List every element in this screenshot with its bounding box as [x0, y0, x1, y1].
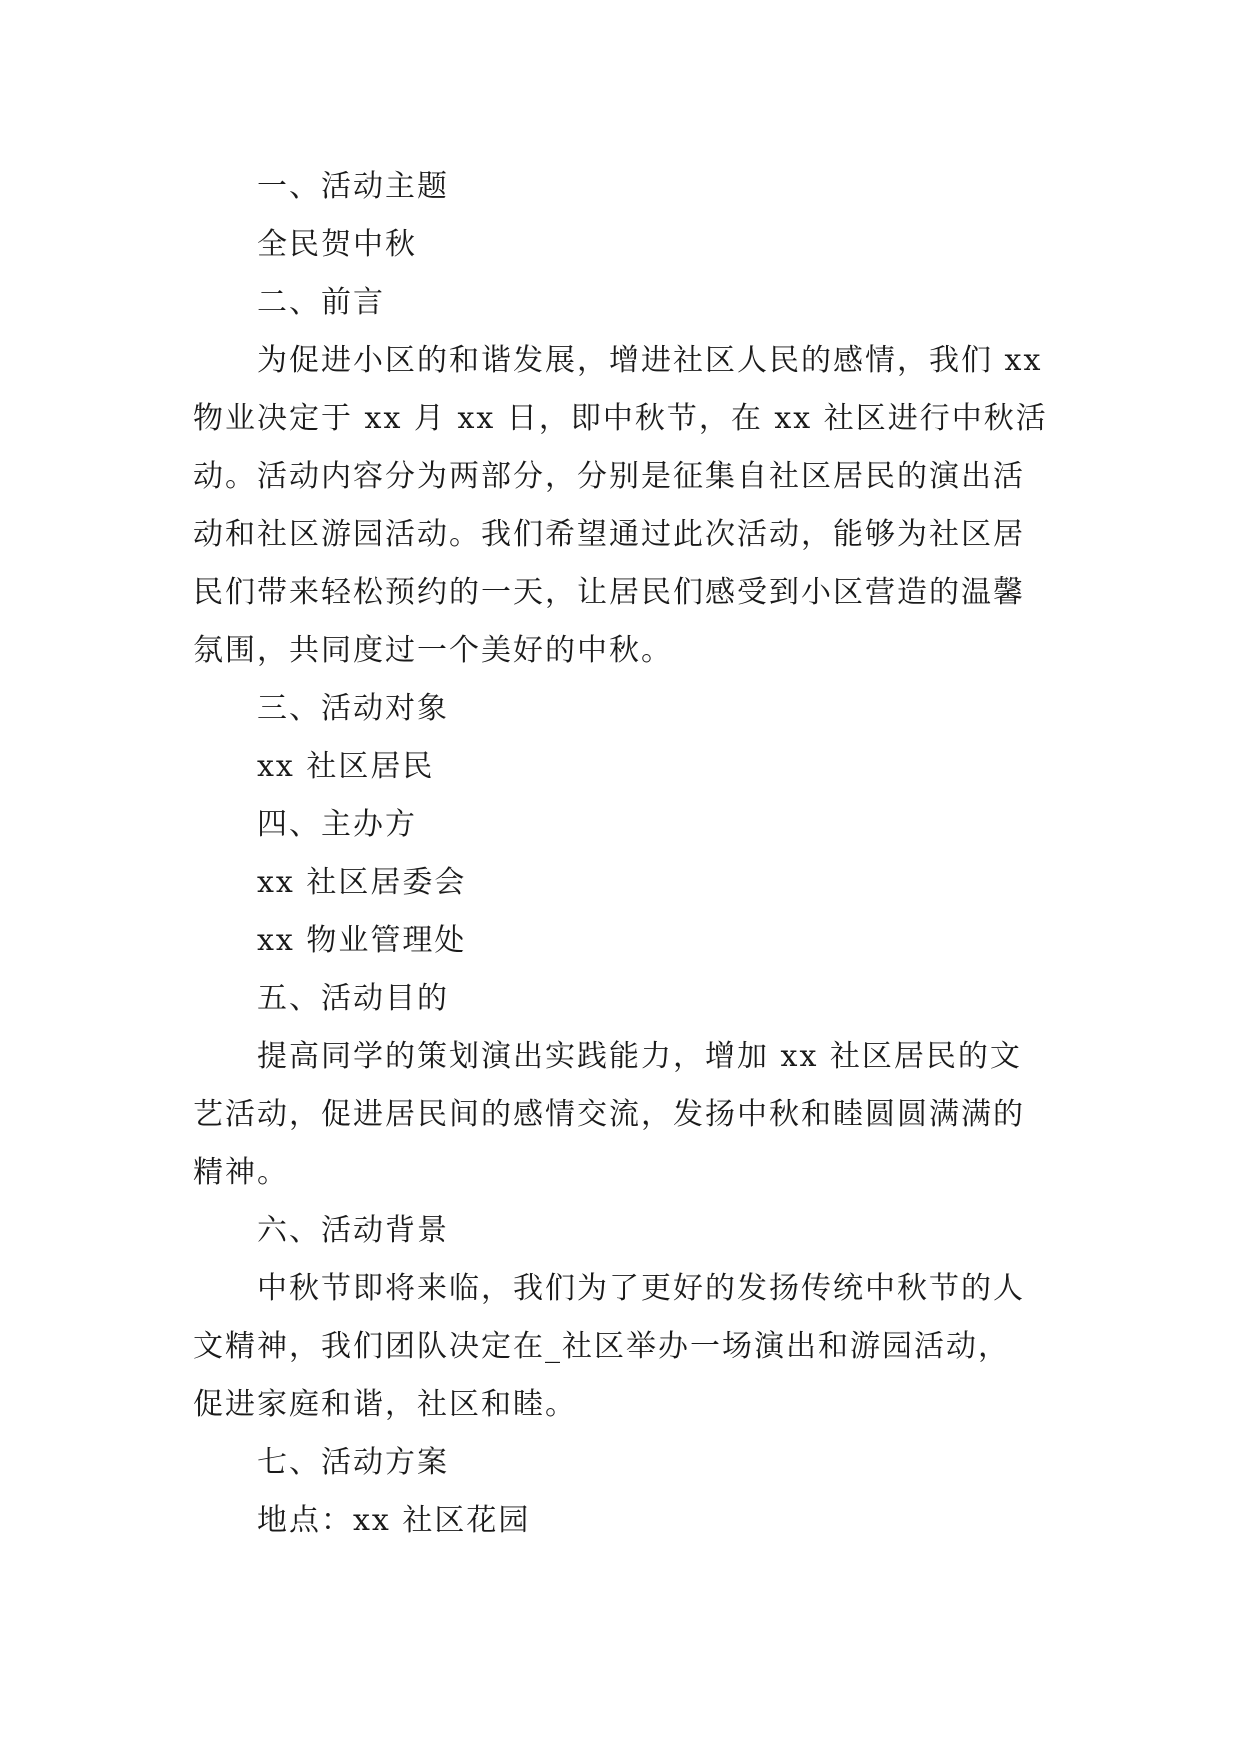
- section-heading-preface: 二、前言: [257, 285, 385, 320]
- background-paragraph: [193, 1260, 1057, 1434]
- section-heading-organizer: 四、主办方: [257, 807, 417, 842]
- purpose-paragraph: [193, 1028, 1057, 1202]
- document-page: [193, 158, 1057, 1550]
- section-heading-plan: 七、活动方案: [257, 1445, 449, 1480]
- paragraph-line: 艺活动，促进居民间的感情交流，发扬中秋和睦圆圆满满的: [193, 1097, 1025, 1132]
- paragraph-line: 文精神，我们团队决定在_社区举办一场演出和游园活动，: [193, 1329, 1010, 1364]
- section-heading-purpose: 五、活动目的: [257, 981, 449, 1016]
- paragraph-line: 氛围，共同度过一个美好的中秋。: [193, 633, 673, 668]
- section-heading-background: 六、活动背景: [257, 1213, 449, 1248]
- organizer-committee: xx 社区居委会: [257, 865, 467, 900]
- audience-text: xx 社区居民: [257, 749, 435, 784]
- preface-paragraph: [193, 332, 1057, 680]
- paragraph-line: 动和社区游园活动。我们希望通过此次活动，能够为社区居: [193, 517, 1025, 552]
- paragraph-line: 提高同学的策划演出实践能力，增加 xx 社区居民的文: [257, 1039, 1022, 1074]
- paragraph-line: 中秋节即将来临，我们为了更好的发扬传统中秋节的人: [257, 1271, 1025, 1306]
- paragraph-line: 物业决定于 xx 月 xx 日，即中秋节，在 xx 社区进行中秋活: [193, 401, 1048, 436]
- theme-text: 全民贺中秋: [257, 227, 417, 262]
- paragraph-line: 促进家庭和谐，社区和睦。: [193, 1387, 577, 1422]
- organizer-property-office: xx 物业管理处: [257, 923, 467, 958]
- paragraph-line: 动。活动内容分为两部分，分别是征集自社区居民的演出活: [193, 459, 1025, 494]
- paragraph-line: 为促进小区的和谐发展，增进社区人民的感情，我们 xx: [257, 343, 1043, 378]
- section-heading-theme: 一、活动主题: [257, 169, 449, 204]
- paragraph-line: 精神。: [193, 1155, 289, 1190]
- section-heading-audience: 三、活动对象: [257, 691, 449, 726]
- paragraph-line: 民们带来轻松预约的一天，让居民们感受到小区营造的温馨: [193, 575, 1025, 610]
- plan-location: 地点：xx 社区花园: [257, 1503, 531, 1538]
